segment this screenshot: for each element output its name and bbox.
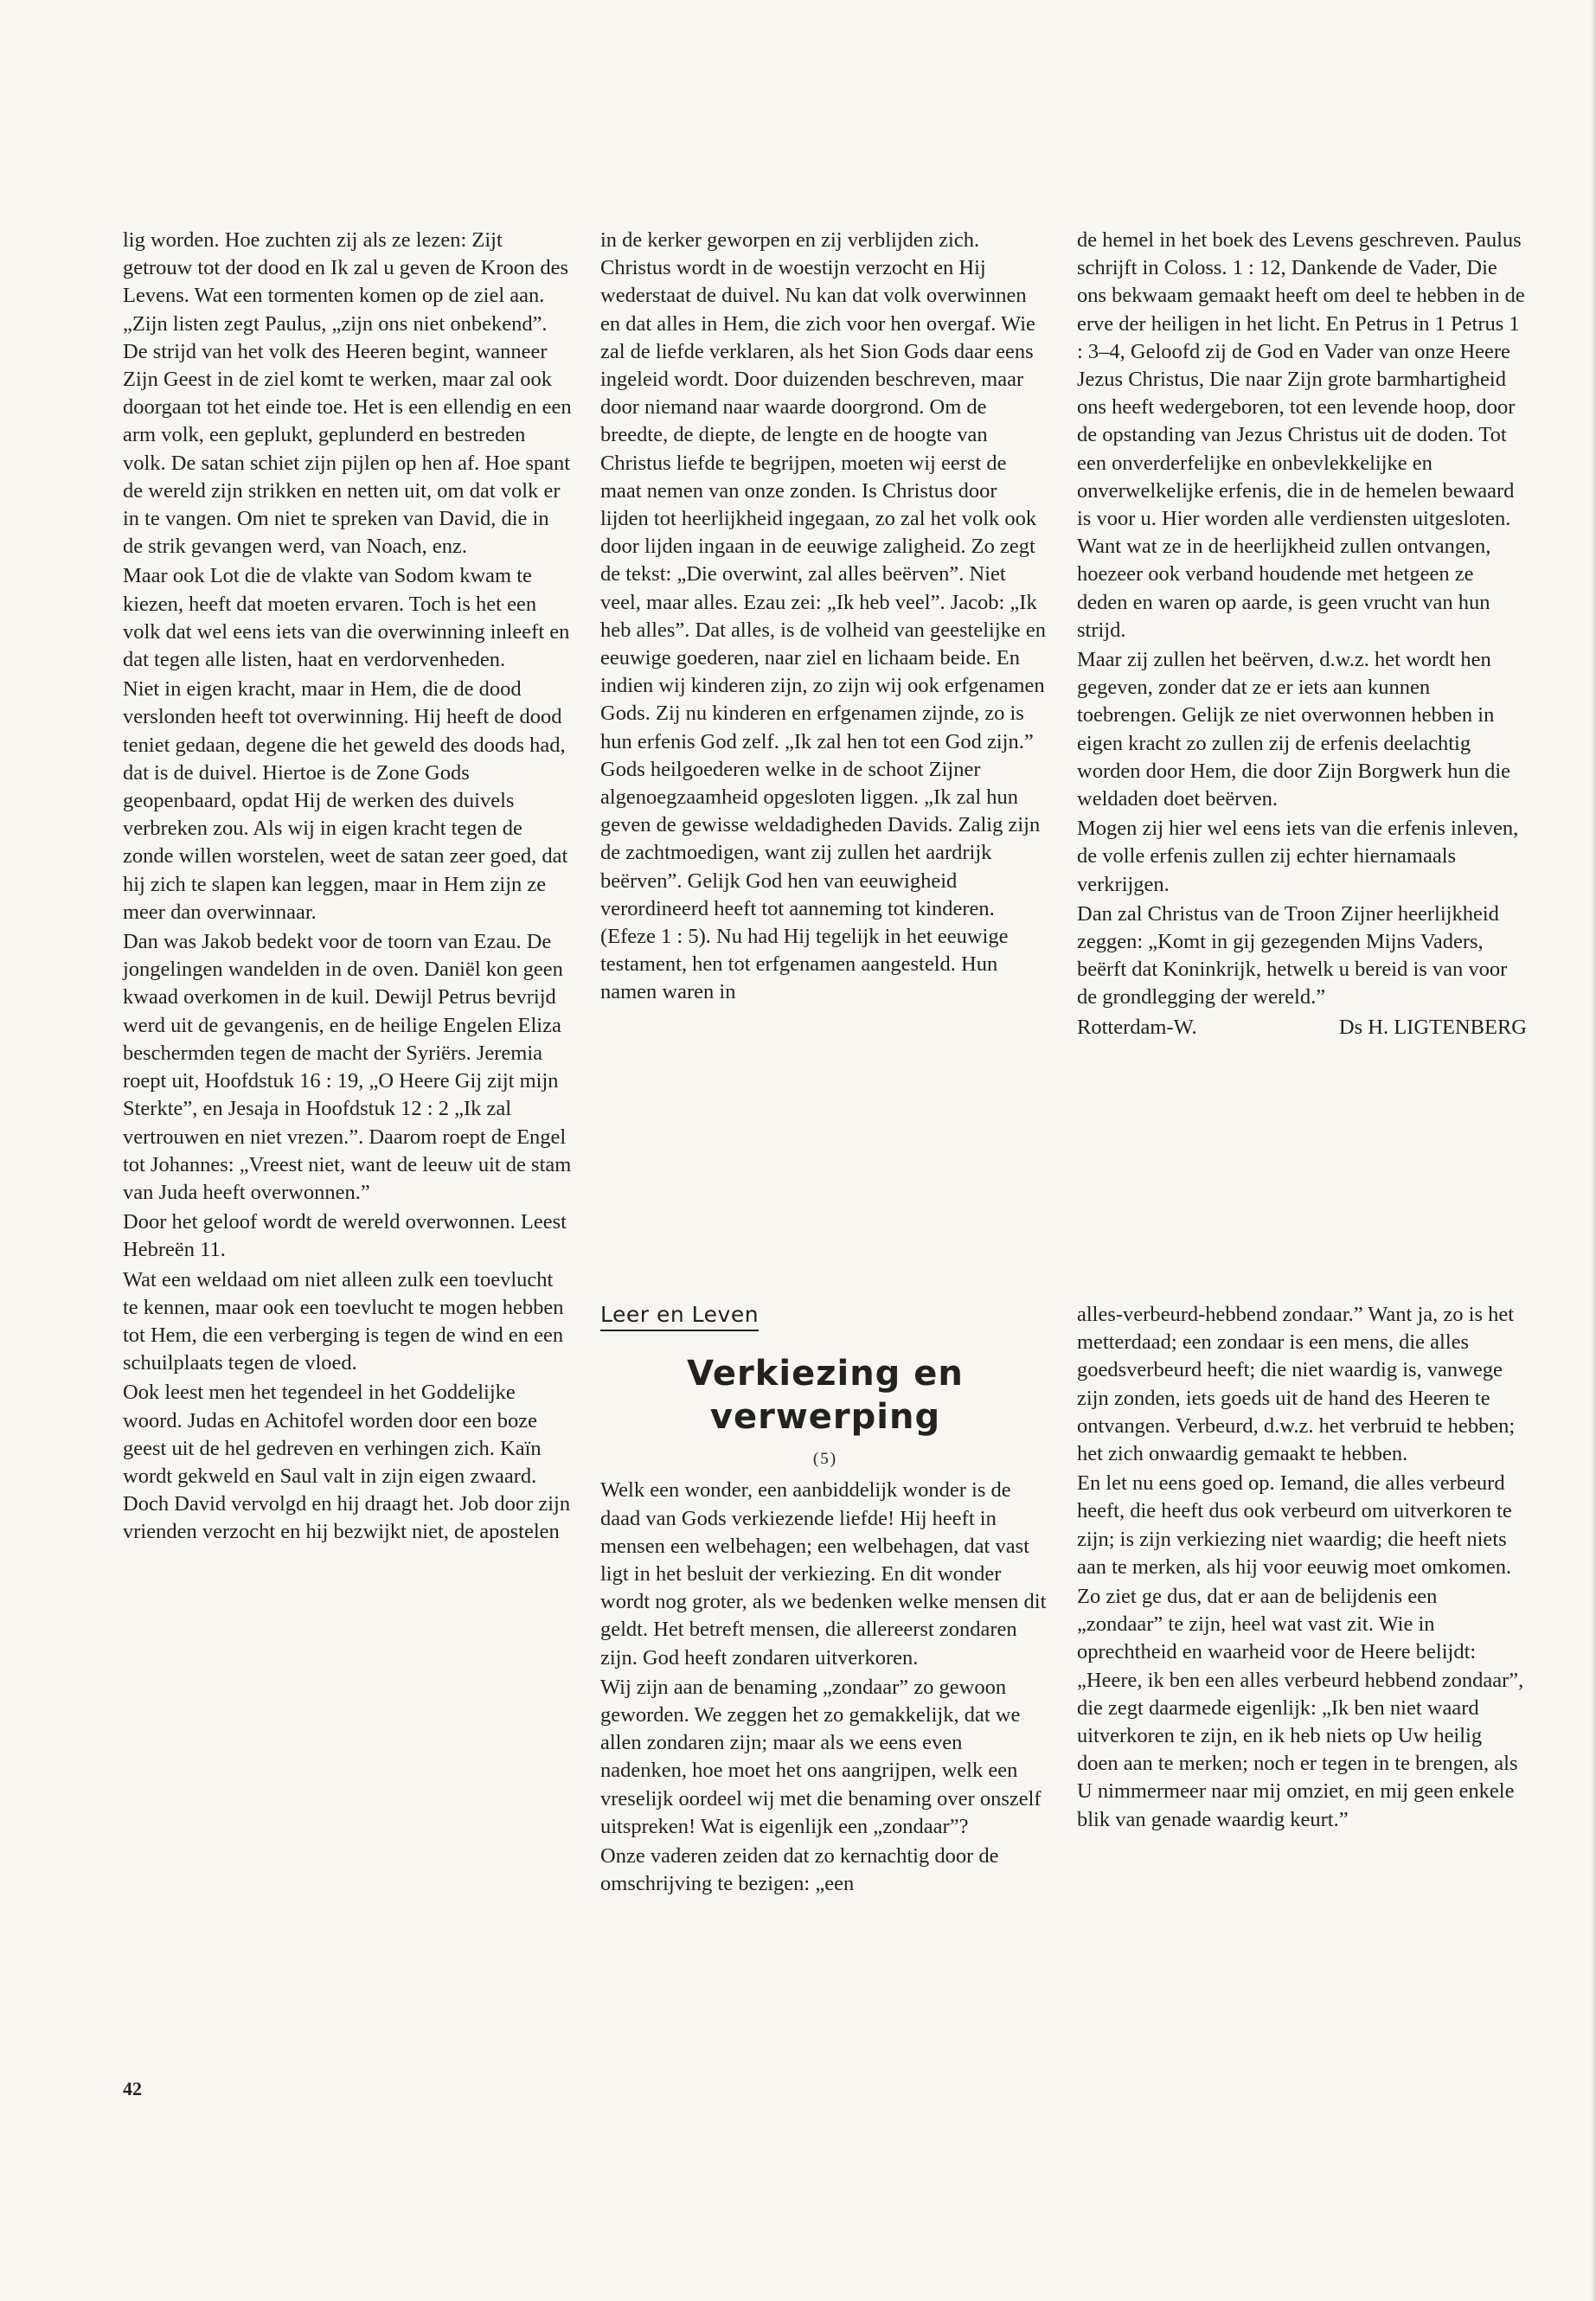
paragraph: de hemel in het boek des Levens geschreven. Paulus schrijft in Coloss. 1 : 12, Dankende de Vader, Die ons bekwaam gemaakt heeft om deel te hebben in de erve der heiligen in het licht. En Petrus in 1 Petrus 1 : 3–4, Geloofd zij de God en Vader van onze Heere Jezus Christus, Die naar Zijn grote barmhartigheid ons heeft wedergeboren, tot een levende hoop, door de opstanding van Jezus Christus uit de doden. Tot een onverderfelijke en onbevlekkelijke en onverwelkelijke erfenis, die in de hemelen bewaard is voor u. Hier worden alle verdiensten uitgesloten. Want wat ze in de heerlijkheid zullen ontvangen, hoezeer ook verband houdende met hetgeen ze deden en waren op aarde, is geen vrucht van hun strijd. xyxy=(1077,228,1525,642)
article-column-left xyxy=(600,1301,1050,1900)
paragraph: En let nu eens goed op. Iemand, die alles verbeurd heeft, die heeft dus ook verbeurd om uitverkoren te zijn; is zijn verkiezing niet waardig; die heeft niets aan te merken, als hij voor eeuwig moet omkomen. xyxy=(1077,1471,1512,1579)
paragraph: Ook leest men het tegendeel in het Goddelijke woord. Judas en Achitofel worden door een boze geest uit de hel gedreven en verhingen zich. Kaïn wordt gekweld en Saul valt in zijn eigen zwaard. Doch David vervolgd en hij draagt het. Job door zijn vrienden verzocht en hij bezwijkt niet, de apostelen xyxy=(123,1381,571,1544)
paragraph: alles-verbeurd-hebbend zondaar.” Want ja, zo is het metterdaad; een zondaar is een mens, die alles goedsverbeurd heeft; die niet waardig is, vanwege zijn zonden, iets goeds uit de hand des Heeren te ontvangen. Verbeurd, d.w.z. het verbruid te hebben; het zich onwaardig gemaakt te hebben. xyxy=(1077,1303,1516,1466)
page-number: 42 xyxy=(123,2078,142,2099)
paragraph: Dan zal Christus van de Troon Zijner heerlijkheid zeggen: „Komt in gij gezegenden Mijns Vaders, beërft dat Koninkrijk, hetwelk u bereid is van voor de grondlegging der wereld.” xyxy=(1077,901,1508,1009)
article-title-line-2: verwerping xyxy=(709,1397,941,1438)
column-2 xyxy=(600,227,1050,1009)
paragraph: Wat een weldaad om niet alleen zulk een toevlucht te kennen, maar ook een toevlucht te mogen hebben tot Hem, die een verberging is tegen de wind en een schuilplaats tegen de vloed. xyxy=(123,1267,564,1375)
paragraph: Dan was Jakob bedekt voor de toorn van Ezau. De jongelingen wandelden in de oven. Daniël kon geen kwaad overkomen in de kuil. Dewijl Petrus bevrijd werd uit de gevangenis, en de heilige Engelen Eliza beschermden tegen de macht der Syriërs. Jeremia roept uit, Hoofdstuk 16 : 19, „O Heere Gij zijt mijn Sterkte”, en Jesaja in Hoofdstuk 12 : 2 „Ik zal vertrouwen en niet vrezen.”. Daarom roept de Engel tot Johannes: „Vreest niet, want de leeuw uit de stam van Juda heeft overwonnen.” xyxy=(123,930,572,1204)
section-label: Leer en Leven xyxy=(600,1301,759,1331)
paragraph: Door het geloof wordt de wereld overwonnen. Leest Hebreën 11. xyxy=(123,1210,567,1262)
column-3 xyxy=(1077,227,1527,1042)
paragraph: Zo ziet ge dus, dat er aan de belijdenis een „zondaar” te zijn, heel wat vast zit. Wie in oprechtheid en waarheid voor de Heere belijdt: „Heere, ik ben een alles verbeurd hebbend zondaar”, die zegt daarmede eigenlijk: „Ik ben niet waard uitverkoren te zijn, en ik heb niets op Uw heilig doen aan te merken; noch er tegen in te brengen, als U nimmermeer naar mij omziet, en mij geen enkele blik van genade waardig keurt.” xyxy=(1077,1585,1524,1831)
article-part-number: (5) xyxy=(812,1450,838,1469)
paragraph: in de kerker geworpen en zij verblijden zich. Christus wordt in de woestijn verzocht en Hij wederstaat de duivel. Nu kan dat volk overwinnen en dat alles in Hem, die zich voor hen overgaf. Wie zal de liefde verklaren, als het Sion Gods daar eens ingeleid wordt. Door duizenden beschreven, maar door niemand naar waarde doorgrond. Om de breedte, de diepte, de lengte en de hoogte van Christus liefde te begrijpen, moeten wij eerst de maat nemen van onze zonden. Is Christus door lijden tot heerlijkheid ingegaan, zo zal het volk ook door lijden ingaan in de eeuwige zaligheid. Zo zegt de tekst: „Die overwint, zal alles beërven”. Niet veel, maar alles. Ezau zei: „Ik heb veel”. Jacob: „Ik heb alles”. Dat alles, is de volheid van geestelijke en eeuwige goederen, naar ziel en lichaam beide. En indien wij kinderen zijn, zo zijn wij ook erfgenamen Gods. Zij nu kinderen en erfgenamen zijnde, zo is hun erfenis God zelf. „Ik zal hen tot een God zijn.” Gods heilgoederen welke in de schoot Zijner algenoegzaamheid opgesloten liggen. „Ik zal hun geven de gewisse weldadigheden Davids. Zalig zijn de zachtmoedigen, want zij zullen het aardrijk beërven”. Gelijk God hen van eeuwigheid verordineerd heeft tot aanneming tot kinderen. (Efeze 1 : 5). Nu had Hij tegelijk in het eeuwige testament, hen tot erfgenamen aangesteld. Hun namen waren in xyxy=(600,228,1047,1004)
paragraph: Welk een wonder, een aanbiddelijk wonder is de daad van Gods verkiezende liefde! Hij heeft in mensen een welbehagen; een welbehagen, dat vast ligt in het besluit der verkiezing. En dit wonder wordt nog groter, als we bedenken welke mensen dit geldt. Het betreft mensen, die allereerst zondaren zijn. God heeft zondaren uitverkoren. xyxy=(600,1478,1047,1670)
signature-place: Rotterdam-W. xyxy=(1077,1015,1197,1039)
paragraph: Maar ook Lot die de vlakte van Sodom kwam te kiezen, heeft dat moeten ervaren. Toch is het een volk dat wel eens iets van die overwinning inleeft en dat tegen alle listen, haat en verdorvenheden. xyxy=(123,564,570,672)
column-1 xyxy=(123,227,573,1548)
paragraph: Onze vaderen zeiden dat zo kernachtig door de omschrijving te bezigen: „een xyxy=(600,1844,999,1896)
paragraph: Maar zij zullen het beërven, d.w.z. het wordt hen gegeven, zonder dat ze er iets aan kunnen toebrengen. Gelijk ze niet overwonnen hebben in eigen kracht zo zullen zij de erfenis deelachtig worden door Hem, die door Zijn Borgwerk hun die weldaden doet beërven. xyxy=(1077,648,1511,811)
article-title-line-1: Verkiezing en xyxy=(687,1354,964,1394)
paragraph: lig worden. Hoe zuchten zij als ze lezen: Zijt getrouw tot der dood en Ik zal u geven de Kroon des Levens. Wat een tormenten komen op de ziel aan. „Zijn listen zegt Paulus, „zijn ons niet onbekend”. De strijd van het volk des Heeren begint, wanneer Zijn Geest in de ziel komt te werken, maar zal ook doorgaan tot het einde toe. Het is een ellendig en een arm volk, een geplukt, geplunderd en bestreden volk. De satan schiet zijn pijlen op hen af. Hoe spant de wereld zijn strikken en netten uit, om dat volk er in te vangen. Om niet te spreken van David, die in de strik gevangen werd, van Noach, enz. xyxy=(123,228,572,559)
signature-author: Ds H. LIGTENBERG xyxy=(1338,1015,1527,1039)
article-title xyxy=(600,1352,1050,1439)
paragraph: Niet in eigen kracht, maar in Hem, die de dood verslonden heeft tot overwinning. Hij heeft de dood teniet gedaan, degene die het geweld des doods had, dat is de duivel. Hiertoe is de Zone Gods geopenbaard, opdat Hij de werken des duivels verbreken zou. Als wij in eigen kracht tegen de zonde willen worstelen, weet de satan zeer goed, dat hij zich te slapen kan leggen, maar in Hem zijn ze meer dan overwinnaar. xyxy=(123,677,568,924)
article-column-right xyxy=(1077,1301,1527,1836)
paragraph: Mogen zij hier wel eens iets van die erfenis inleven, de volle erfenis zullen zij echter hiernamaals verkrijgen. xyxy=(1077,817,1519,896)
signature-line xyxy=(1077,1014,1527,1042)
scan-edge xyxy=(1591,0,1596,2301)
paragraph: Wij zijn aan de benaming „zondaar” zo gewoon geworden. We zeggen het zo gemakkelijk, dat we allen zondaren zijn; maar als we eens even nadenken, hoe moet het ons aangrijpen, welk een vreselijk oordeel wij met die benaming over onszelf uitspreken! Wat is eigenlijk een „zondaar”? xyxy=(600,1675,1042,1838)
